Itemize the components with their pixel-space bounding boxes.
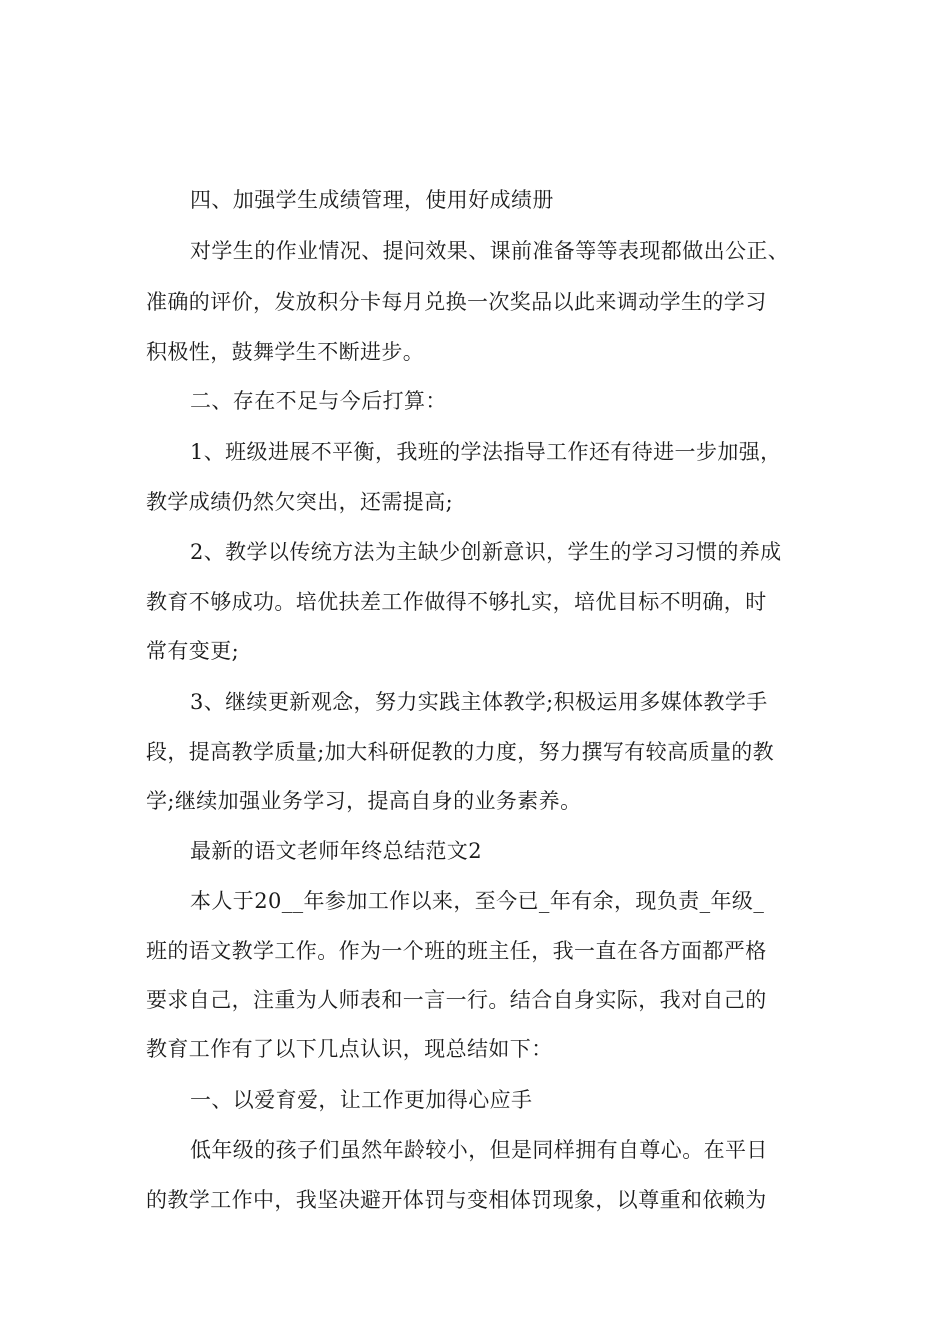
paragraph-line: 教育工作有了以下几点认识，现总结如下：: [146, 1037, 553, 1061]
paragraph-line: 学;继续加强业务学习，提高自身的业务素养。: [146, 789, 582, 813]
paragraph-line: 低年级的孩子们虽然年龄较小，但是同样拥有自尊心。在平日: [190, 1138, 768, 1162]
paragraph-line: 常有变更;: [146, 639, 240, 663]
paragraph-line: 要求自己，注重为人师表和一言一行。结合自身实际，我对自己的: [146, 988, 767, 1012]
paragraph-line: 准确的评价，发放积分卡每月兑换一次奖品以此来调动学生的学习: [146, 290, 767, 314]
paragraph-line: 教学成绩仍然欠突出，还需提高;: [146, 490, 454, 514]
paragraph-line: 本人于20__年参加工作以来，至今已_年有余，现负责_年级_: [190, 889, 765, 913]
section-heading-two: 二、存在不足与今后打算：: [190, 389, 447, 413]
section-heading-four: 四、加强学生成绩管理，使用好成绩册: [190, 188, 554, 212]
paragraph-line: 1、班级进展不平衡，我班的学法指导工作还有待进一步加强，: [190, 440, 782, 464]
paragraph-line: 的教学工作中，我坚决避开体罚与变相体罚现象，以尊重和依赖为: [146, 1188, 767, 1212]
paragraph-line: 班的语文教学工作。作为一个班的班主任，我一直在各方面都严格: [146, 939, 767, 963]
paragraph-line: 对学生的作业情况、提问效果、课前准备等等表现都做出公正、: [190, 239, 790, 263]
paragraph-line: 3、继续更新观念，努力实践主体教学;积极运用多媒体教学手: [190, 690, 768, 714]
article-title: 最新的语文老师年终总结范文2: [190, 839, 482, 863]
paragraph-line: 段，提高教学质量;加大科研促教的力度，努力撰写有较高质量的教: [146, 740, 775, 764]
paragraph-line: 2、教学以传统方法为主缺少创新意识，学生的学习习惯的养成: [190, 540, 782, 564]
section-heading-one: 一、以爱育爱，让工作更加得心应手: [190, 1088, 533, 1112]
paragraph-line: 积极性，鼓舞学生不断进步。: [146, 340, 425, 364]
paragraph-line: 教育不够成功。培优扶差工作做得不够扎实，培优目标不明确，时: [146, 590, 767, 614]
